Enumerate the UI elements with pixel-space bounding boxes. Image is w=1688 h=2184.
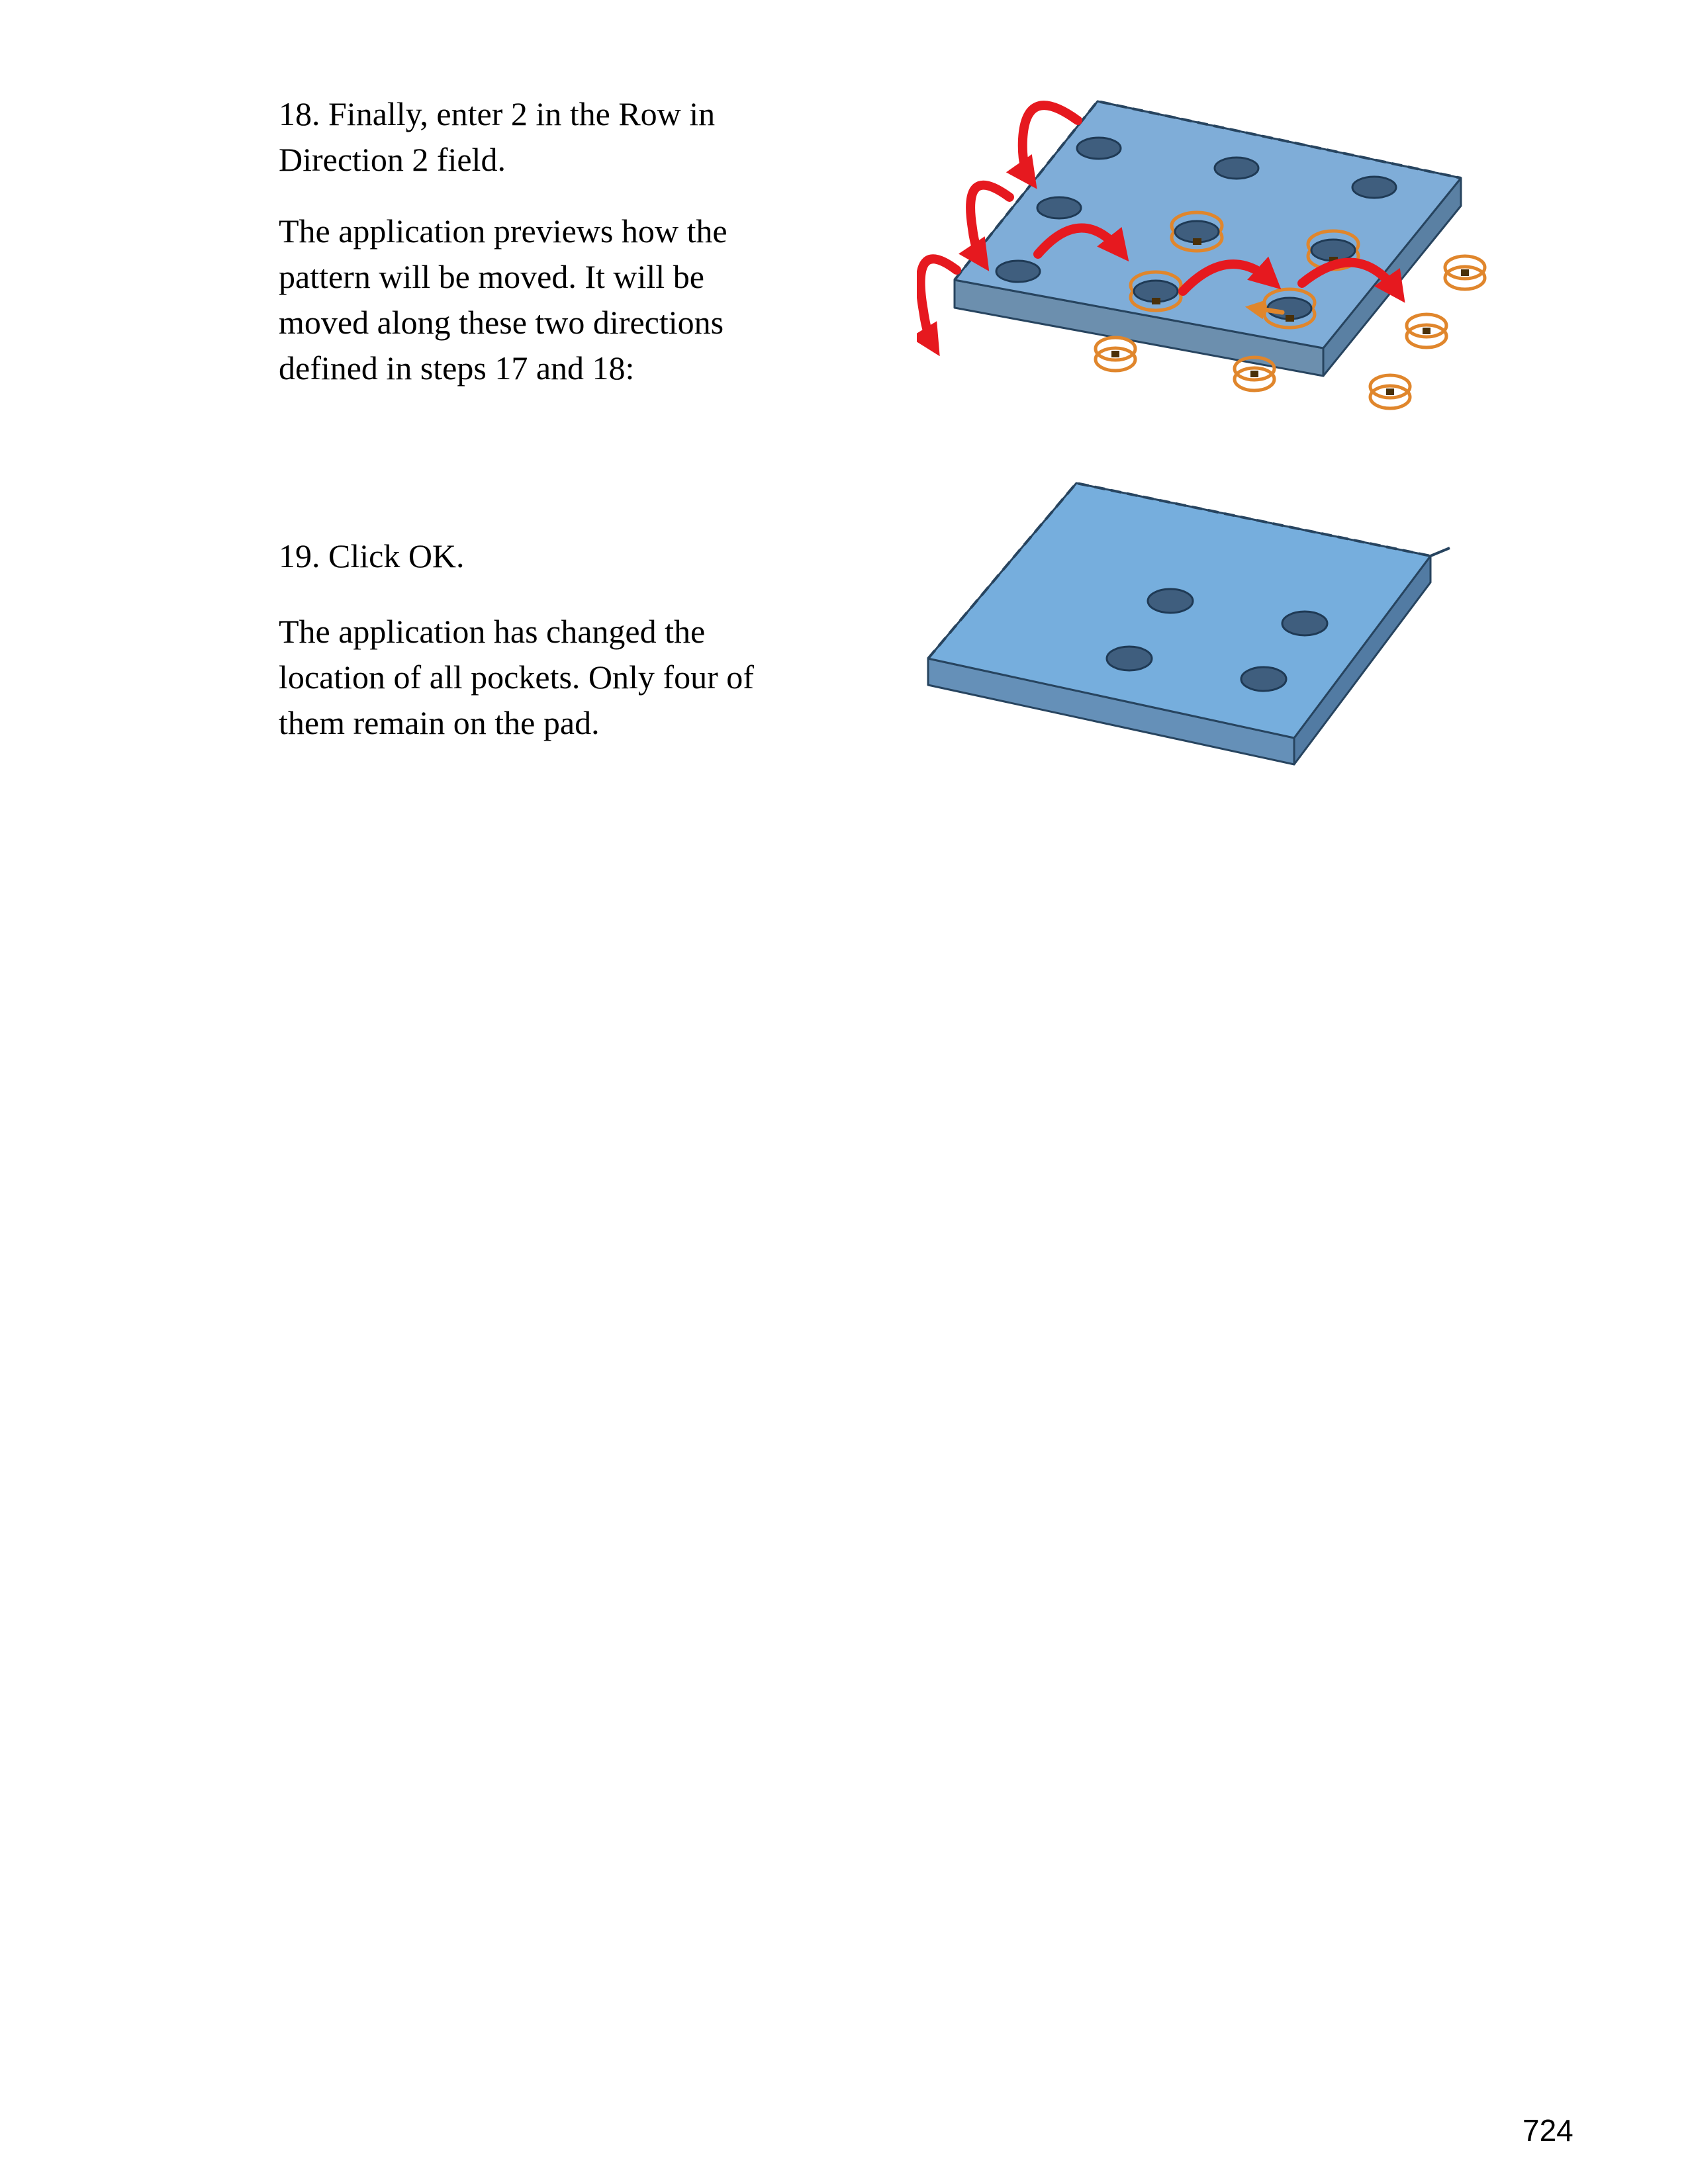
- pad-plate: [928, 483, 1450, 764]
- anchor-ring-icon: [1445, 256, 1485, 289]
- figure-pattern-move-result: [920, 463, 1470, 774]
- red-arrow: [921, 259, 957, 347]
- pocket: [1352, 177, 1396, 198]
- text-line: location of all pockets. Only four of: [279, 659, 754, 696]
- step-19-instruction: [279, 533, 848, 579]
- step-18-description: [279, 208, 848, 391]
- text-line: moved along these two directions: [279, 304, 724, 341]
- edge-tick: [1430, 548, 1450, 556]
- text-line: defined in steps 17 and 18:: [279, 349, 635, 387]
- text-line: 18. Finally, enter 2 in the Row in: [279, 95, 716, 132]
- text-line: The application has changed the: [279, 613, 706, 650]
- step-18-instruction: [279, 91, 848, 183]
- anchor-ring-icon: [1407, 314, 1446, 347]
- anchor-ring-icon: [1096, 338, 1135, 371]
- figure-pattern-move-preview: [917, 93, 1526, 477]
- result-pad-illustration: [920, 463, 1470, 774]
- text-line: 19. Click OK.: [279, 537, 465, 574]
- anchor-ring-icon: [1370, 375, 1410, 408]
- page-number: 724: [1523, 2113, 1573, 2148]
- pocket: [1107, 647, 1152, 670]
- step-19-description: [279, 609, 848, 746]
- pocket: [1241, 667, 1286, 691]
- text-line: Direction 2 field.: [279, 141, 506, 178]
- text-line: The application previews how the: [279, 212, 727, 250]
- pocket: [1215, 158, 1258, 179]
- text-line: them remain on the pad.: [279, 704, 600, 741]
- pocket: [1282, 612, 1327, 635]
- pocket: [1148, 589, 1193, 613]
- pocket: [1037, 197, 1081, 218]
- pattern-preview-illustration: [917, 93, 1526, 477]
- pocket: [996, 261, 1040, 282]
- text-line: pattern will be moved. It will be: [279, 258, 704, 295]
- pocket: [1077, 138, 1121, 159]
